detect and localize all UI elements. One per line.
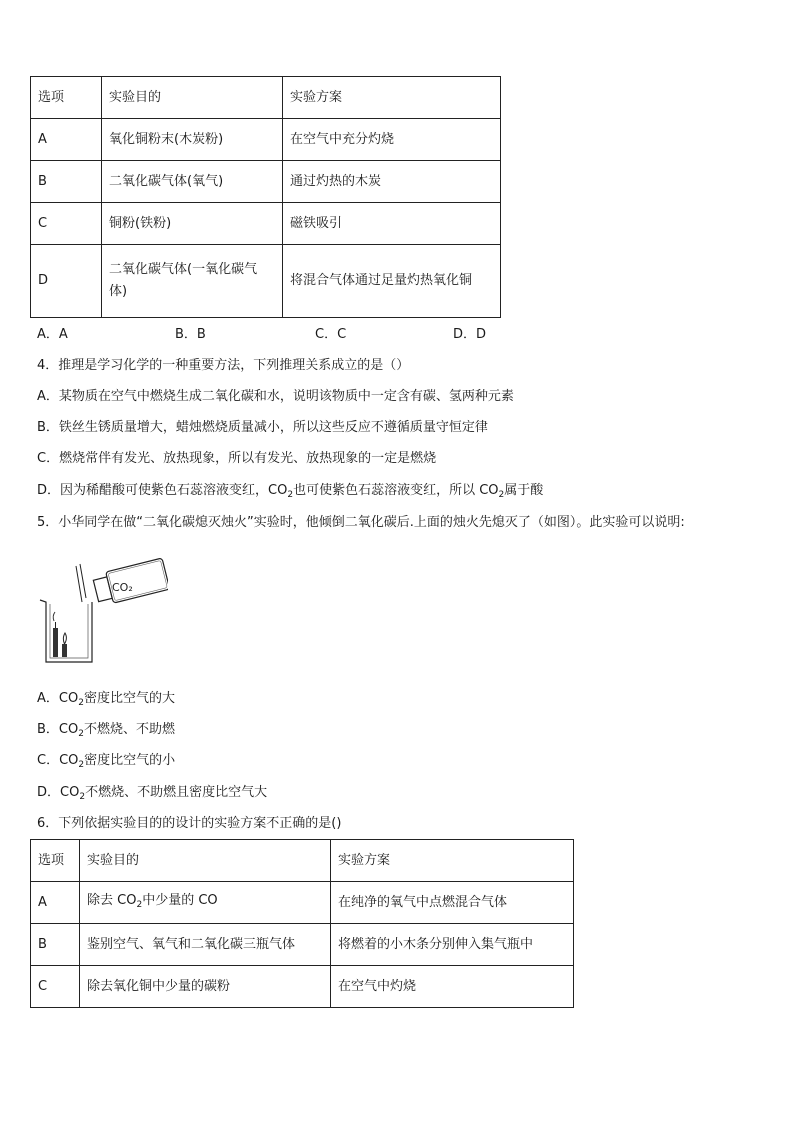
header-cell: 实验目的 bbox=[102, 77, 283, 119]
text: 属于酸 bbox=[504, 483, 544, 498]
q5-option-a bbox=[37, 690, 175, 712]
table-q6 bbox=[30, 839, 574, 1008]
header-cell: 实验目的 bbox=[80, 840, 331, 882]
q5-option-b bbox=[37, 721, 175, 743]
text: 不燃烧、不助燃且密度比空气大 bbox=[85, 785, 268, 800]
table-cell: C bbox=[31, 203, 102, 245]
text: 中少量的 CO bbox=[142, 892, 218, 908]
header-cell: 选项 bbox=[31, 77, 102, 119]
table-cell: 在纯净的氧气中点燃混合气体 bbox=[331, 882, 574, 924]
table-cell bbox=[80, 882, 331, 924]
table-cell: D bbox=[31, 245, 102, 318]
subscript: 2 bbox=[498, 490, 505, 500]
table-cell: 将混合气体通过足量灼热氧化铜 bbox=[283, 245, 501, 318]
q4-option-a: A．某物质在空气中燃烧生成二氧化碳和水，说明该物质中一定含有碳、氢两种元素 bbox=[37, 389, 514, 404]
text: 除去 CO bbox=[87, 892, 137, 908]
choice-c: C．C bbox=[315, 327, 347, 342]
q4-stem: 4．推理是学习化学的一种重要方法，下列推理关系成立的是（） bbox=[37, 358, 410, 373]
table-row bbox=[31, 161, 501, 203]
header-cell: 实验方案 bbox=[331, 840, 574, 882]
table-cell: 磁铁吸引 bbox=[283, 203, 501, 245]
q5-stem: 5．小华同学在做“二氧化碳熄灭烛火”实验时，他倾倒二氧化碳后.上面的烛火先熄灭了（如图）。此实验可以说明: bbox=[37, 515, 685, 530]
table-cell: 二氧化碳气体(一氧化碳气体) bbox=[102, 245, 283, 318]
table-cell: A bbox=[31, 882, 80, 924]
subscript: 2 bbox=[78, 729, 84, 739]
table-cell: B bbox=[31, 924, 80, 966]
q5-option-c bbox=[37, 752, 175, 774]
subscript: 2 bbox=[78, 698, 84, 708]
table-cell: 在空气中充分灼烧 bbox=[283, 119, 501, 161]
text: 密度比空气的大 bbox=[83, 691, 175, 706]
subscript: 2 bbox=[287, 490, 294, 500]
table-cell: 鉴别空气、氧气和二氧化碳三瓶气体 bbox=[80, 924, 331, 966]
choice-d: D．D bbox=[453, 327, 487, 342]
text: A．CO bbox=[37, 691, 79, 706]
co2-pouring-figure bbox=[38, 558, 168, 668]
subscript: 2 bbox=[136, 899, 143, 910]
table-row bbox=[31, 924, 574, 966]
table-cell: 在空气中灼烧 bbox=[331, 966, 574, 1008]
choice-b: B．B bbox=[175, 327, 206, 342]
text: 不燃烧、不助燃 bbox=[83, 722, 175, 737]
header-cell: 实验方案 bbox=[283, 77, 501, 119]
text: 密度比空气的小 bbox=[84, 753, 176, 768]
table-cell: 将燃着的小木条分别伸入集气瓶中 bbox=[331, 924, 574, 966]
table-cell: 氧化铜粉末(木炭粉) bbox=[102, 119, 283, 161]
candle-icon bbox=[53, 612, 67, 657]
bottle-label: CO₂ bbox=[112, 581, 133, 594]
q3-choices bbox=[37, 326, 486, 344]
subscript: 2 bbox=[78, 760, 85, 770]
table-row bbox=[31, 966, 574, 1008]
table-row bbox=[31, 245, 501, 318]
table-cell: 二氧化碳气体(氧气) bbox=[102, 161, 283, 203]
table-cell: 铜粉(铁粉) bbox=[102, 203, 283, 245]
q6-stem: 6．下列依据实验目的的设计的实验方案不正确的是() bbox=[37, 816, 342, 831]
table-q3 bbox=[30, 76, 501, 318]
subscript: 2 bbox=[79, 792, 86, 802]
text: B．CO bbox=[37, 722, 79, 737]
text: D．CO bbox=[37, 785, 80, 800]
table-cell: B bbox=[31, 161, 102, 203]
table-cell: 通过灼热的木炭 bbox=[283, 161, 501, 203]
q4-option-d bbox=[37, 482, 543, 504]
q5-option-d bbox=[37, 784, 267, 806]
table-row bbox=[31, 203, 501, 245]
table-cell: 除去氧化铜中少量的碳粉 bbox=[80, 966, 331, 1008]
choice-a: A．A bbox=[37, 327, 68, 342]
table-header-row bbox=[31, 77, 501, 119]
table-cell: A bbox=[31, 119, 102, 161]
text: 也可使紫色石蕊溶液变红，所以 CO bbox=[293, 483, 499, 498]
text: C．CO bbox=[37, 753, 79, 768]
table-row bbox=[31, 882, 574, 924]
table-header-row bbox=[31, 840, 574, 882]
table-cell: C bbox=[31, 966, 80, 1008]
q4-option-b: B．铁丝生锈质量增大，蜡烛燃烧质量减小，所以这些反应不遵循质量守恒定律 bbox=[37, 420, 488, 435]
header-cell: 选项 bbox=[31, 840, 80, 882]
table-row bbox=[31, 119, 501, 161]
q4-option-c: C．燃烧常伴有发光、放热现象，所以有发光、放热现象的一定是燃烧 bbox=[37, 451, 437, 466]
text: D．因为稀醋酸可使紫色石蕊溶液变红，CO bbox=[37, 483, 288, 498]
